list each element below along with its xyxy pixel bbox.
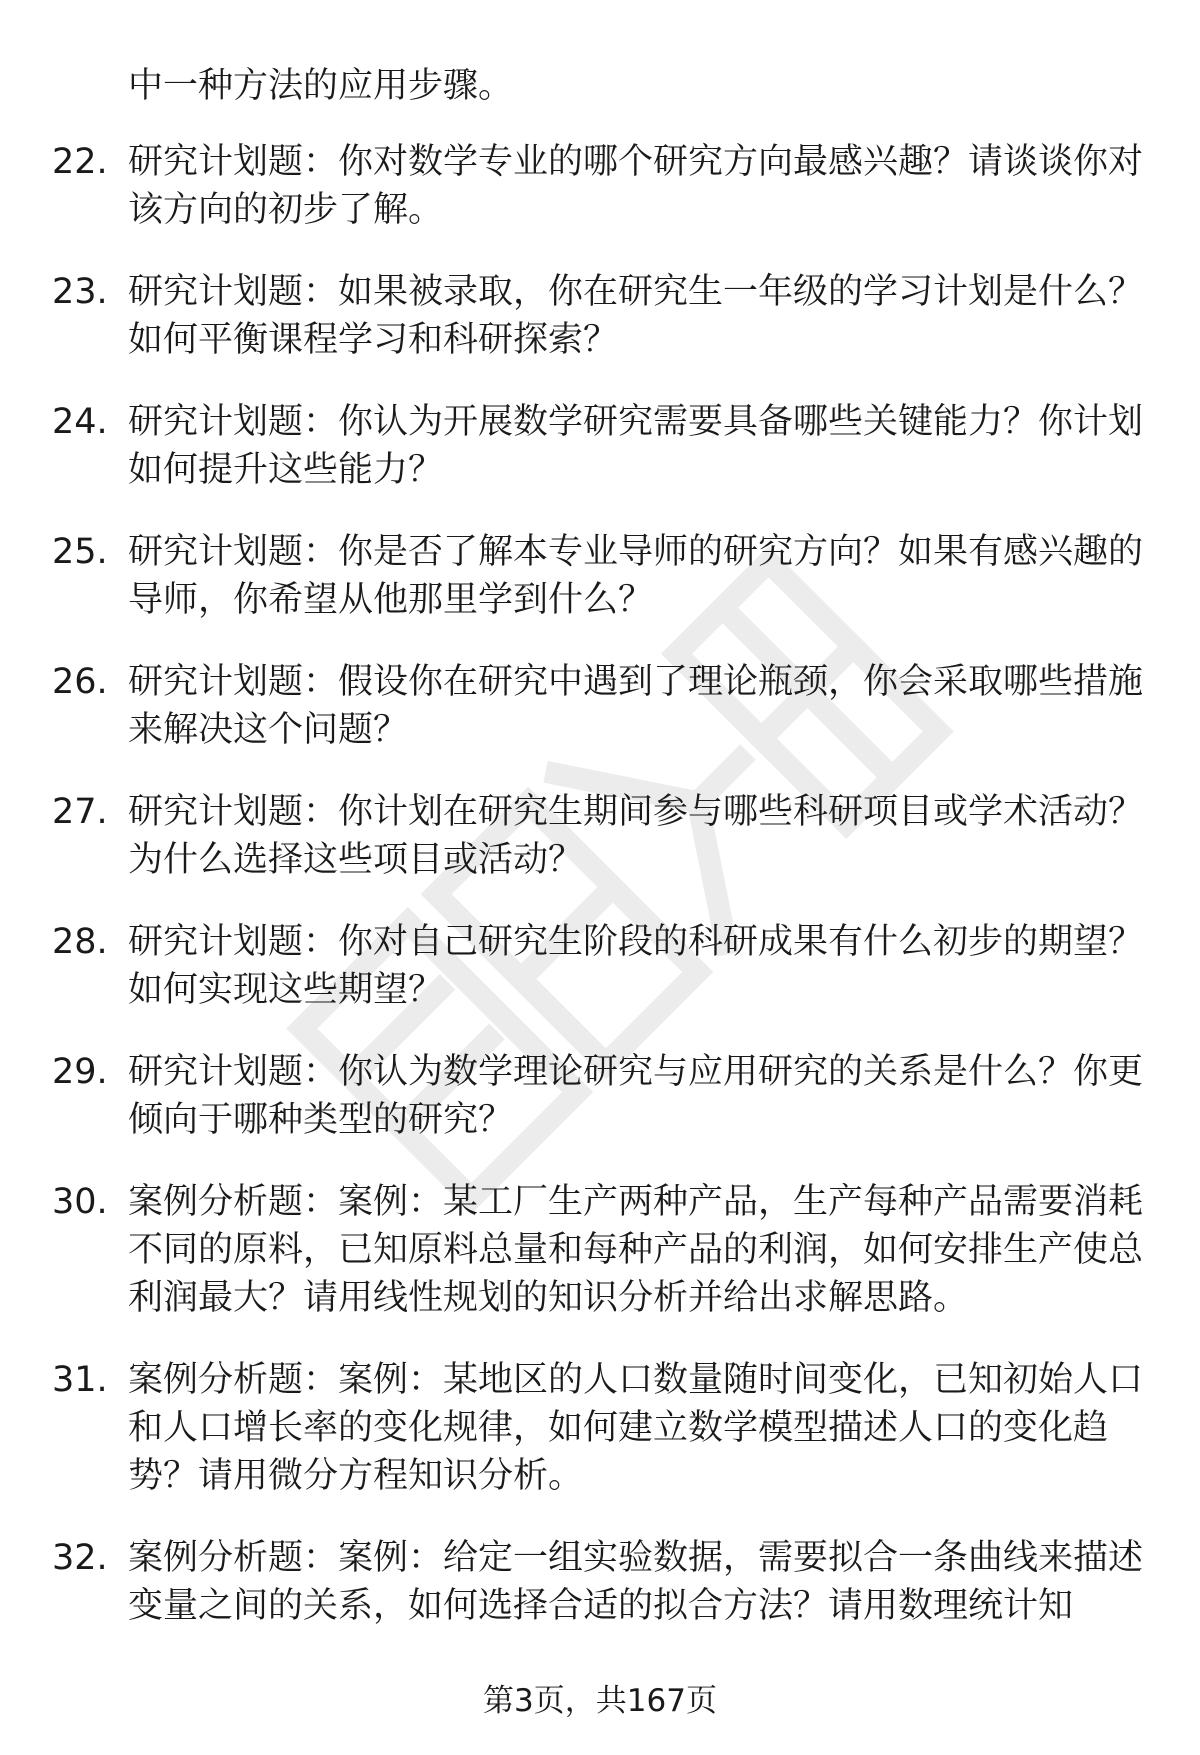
question-number: 27.: [52, 792, 108, 832]
continued-question-text: 中一种方法的应用步骤。: [128, 66, 514, 106]
list-item: [0, 268, 1200, 364]
question-text: 案例分析题：案例：某工厂生产两种产品，生产每种产品需要消耗不同的原料，已知原料总量和每种产品的利润，如何安排生产使总利润最大？请用线性规划的知识分析并给出求解思路。: [128, 1182, 1144, 1318]
question-text: 研究计划题：如果被录取，你在研究生一年级的学习计划是什么？如何平衡课程学习和科研探索？: [128, 272, 1144, 360]
list-item: [0, 1356, 1200, 1500]
question-text: 研究计划题：假设你在研究中遇到了理论瓶颈，你会采取哪些措施来解决这个问题？: [128, 662, 1144, 750]
question-text: 案例分析题：案例：给定一组实验数据，需要拟合一条曲线来描述变量之间的关系，如何选择合适的拟合方法？请用数理统计知: [128, 1538, 1144, 1626]
list-item: [0, 918, 1200, 1014]
question-text: 研究计划题：你对自己研究生阶段的科研成果有什么初步的期望？如何实现这些期望？: [128, 922, 1144, 1010]
list-item: [0, 138, 1200, 234]
question-text: 研究计划题：你认为开展数学研究需要具备哪些关键能力？你计划如何提升这些能力？: [128, 402, 1144, 490]
question-number: 23.: [52, 272, 108, 312]
question-number: 30.: [52, 1182, 108, 1222]
list-item: [0, 1048, 1200, 1144]
question-number: 26.: [52, 662, 108, 702]
list-item: [0, 528, 1200, 624]
question-list: [0, 138, 1200, 1664]
page-number-footer: 第3页，共167页: [483, 1683, 717, 1719]
question-text: 研究计划题：你对数学专业的哪个研究方向最感兴趣？请谈谈你对该方向的初步了解。: [128, 142, 1144, 230]
question-number: 31.: [52, 1360, 108, 1400]
question-number: 22.: [52, 142, 108, 182]
question-number: 28.: [52, 922, 108, 962]
list-item: [0, 658, 1200, 754]
list-item: [0, 1534, 1200, 1630]
question-text: 案例分析题：案例：某地区的人口数量随时间变化，已知初始人口和人口增长率的变化规律，如何建立数学模型描述人口的变化趋势？请用微分方程知识分析。: [128, 1360, 1144, 1496]
question-number: 32.: [52, 1538, 108, 1578]
question-number: 29.: [52, 1052, 108, 1092]
question-text: 研究计划题：你认为数学理论研究与应用研究的关系是什么？你更倾向于哪种类型的研究？: [128, 1052, 1144, 1140]
list-item: [0, 1178, 1200, 1322]
question-text: 研究计划题：你计划在研究生期间参与哪些科研项目或学术活动？为什么选择这些项目或活动？: [128, 792, 1144, 880]
list-item: [0, 398, 1200, 494]
question-number: 25.: [52, 532, 108, 572]
question-number: 24.: [52, 402, 108, 442]
question-text: 研究计划题：你是否了解本专业导师的研究方向？如果有感兴趣的导师，你希望从他那里学到什么？: [128, 532, 1144, 620]
list-item: [0, 788, 1200, 884]
